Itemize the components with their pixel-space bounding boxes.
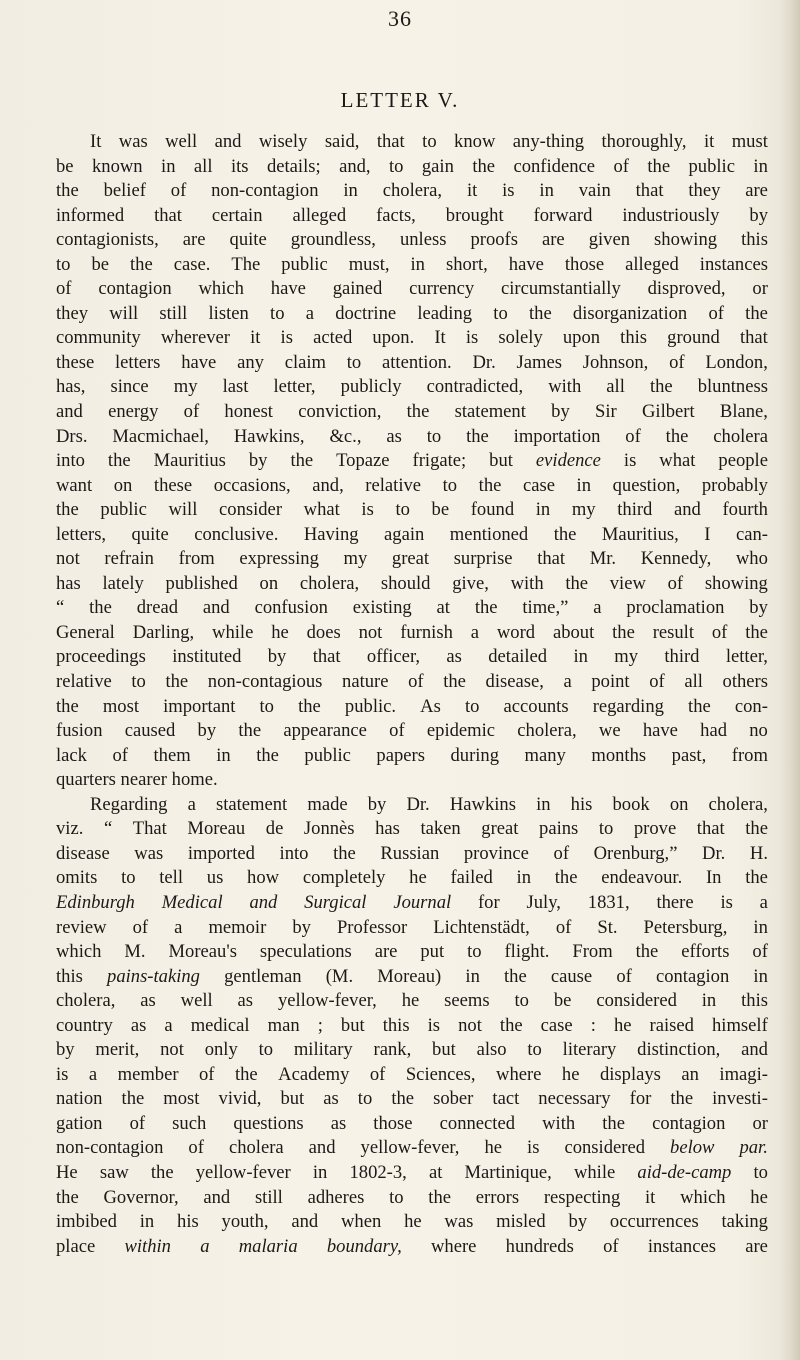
text-line: the most important to the public. As to accounts regarding the con-	[56, 695, 768, 717]
text-line: these letters have any claim to attention. Dr. James Johnson, of London,	[56, 351, 768, 373]
text-line: has, since my last letter, publicly contradicted, with all the bluntness	[56, 376, 768, 398]
text-line: fusion caused by the appearance of epidemic cholera, we have had no	[56, 720, 768, 742]
text-line: want on these occasions, and, relative to the case in question, probably	[56, 474, 768, 496]
text-line: Drs. Macmichael, Hawkins, &c., as to the importation of the cholera	[56, 425, 768, 447]
text-line: is a member of the Academy of Sciences, where he displays an imagi-	[56, 1063, 768, 1085]
text-line: “ the dread and confusion existing at the time,” a proclamation by	[56, 597, 768, 619]
text-line: community wherever it is acted upon. It is solely upon this ground that	[56, 327, 768, 349]
text-line: informed that certain alleged facts, brought forward industriously by	[56, 204, 768, 226]
text-line: Edinburgh Medical and Surgical Journal for July, 1831, there is a	[56, 891, 768, 913]
text-line: cholera, as well as yellow-fever, he seems to be considered in this	[56, 990, 768, 1012]
text-line: gation of such questions as those connected with the contagion or	[56, 1112, 768, 1134]
text-line: nation the most vivid, but as to the sober tact necessary for the investi-	[56, 1088, 768, 1110]
text-line: the belief of non-contagion in cholera, it is in vain that they are	[56, 180, 768, 202]
text-line: not refrain from expressing my great surprise that Mr. Kennedy, who	[56, 548, 768, 570]
text-line: of contagion which have gained currency circumstantially disproved, or	[56, 278, 768, 300]
chapter-title: LETTER V.	[340, 88, 460, 112]
text-line: the public will consider what is to be found in my third and fourth	[56, 499, 768, 521]
text-line: letters, quite conclusive. Having again mentioned the Mauritius, I can-	[56, 523, 768, 545]
text-line: they will still listen to a doctrine leading to the disorganization of the	[56, 302, 768, 324]
text-line: to be the case. The public must, in short, have those alleged instances	[56, 253, 768, 275]
text-line: the Governor, and still adheres to the errors respecting it which he	[56, 1186, 768, 1208]
text-line: imbibed in his youth, and when he was misled by occurrences taking	[56, 1211, 768, 1233]
text-line: country as a medical man ; but this is not the case : he raised himself	[56, 1014, 768, 1036]
text-line: General Darling, while he does not furnish a word about the result of the	[56, 621, 768, 643]
text-line: review of a memoir by Professor Lichtenstädt, of St. Petersburg, in	[56, 916, 768, 938]
text-line: has lately published on cholera, should give, with the view of showing	[56, 572, 768, 594]
text-line: by merit, not only to military rank, but also to literary distinction, and	[56, 1039, 768, 1061]
text-line: be known in all its details; and, to gain the confidence of the public in	[56, 155, 768, 177]
text-line: this pains-taking gentleman (M. Moreau) in the cause of contagion in	[56, 965, 768, 987]
text-line: He saw the yellow-fever in 1802-3, at Martinique, while aid-de-camp to	[56, 1161, 768, 1183]
text-line: which M. Moreau's speculations are put to flight. From the efforts of	[56, 941, 768, 963]
text-line: non-contagion of cholera and yellow-fever, he is considered below par.	[56, 1137, 768, 1159]
text-line: viz. “ That Moreau de Jonnès has taken great pains to prove that the	[56, 818, 768, 840]
text-line: omits to tell us how completely he failed in the endeavour. In the	[56, 867, 768, 889]
text-line: place within a malaria boundary, where hundreds of instances are	[56, 1235, 768, 1257]
text-line: proceedings instituted by that officer, as detailed in my third letter,	[56, 646, 768, 668]
text-line: into the Mauritius by the Topaze frigate; but evidence is what people	[56, 450, 768, 472]
text-line: lack of them in the public papers during many months past, from	[56, 744, 768, 766]
text-line: contagionists, are quite groundless, unless proofs are given showing this	[56, 229, 768, 251]
body-text	[56, 130, 768, 1259]
page-edge-shadow	[778, 0, 800, 1360]
text-line: disease was imported into the Russian province of Orenburg,” Dr. H.	[56, 842, 768, 864]
text-line: relative to the non-contagious nature of the disease, a point of all others	[56, 671, 768, 693]
text-line: and energy of honest conviction, the statement by Sir Gilbert Blane,	[56, 401, 768, 423]
text-line: It was well and wisely said, that to know any-thing thoroughly, it must	[90, 131, 768, 152]
text-line: Regarding a statement made by Dr. Hawkins in his book on cholera,	[90, 793, 768, 815]
page-number: 36	[388, 6, 412, 31]
text-line: quarters nearer home.	[56, 769, 218, 791]
